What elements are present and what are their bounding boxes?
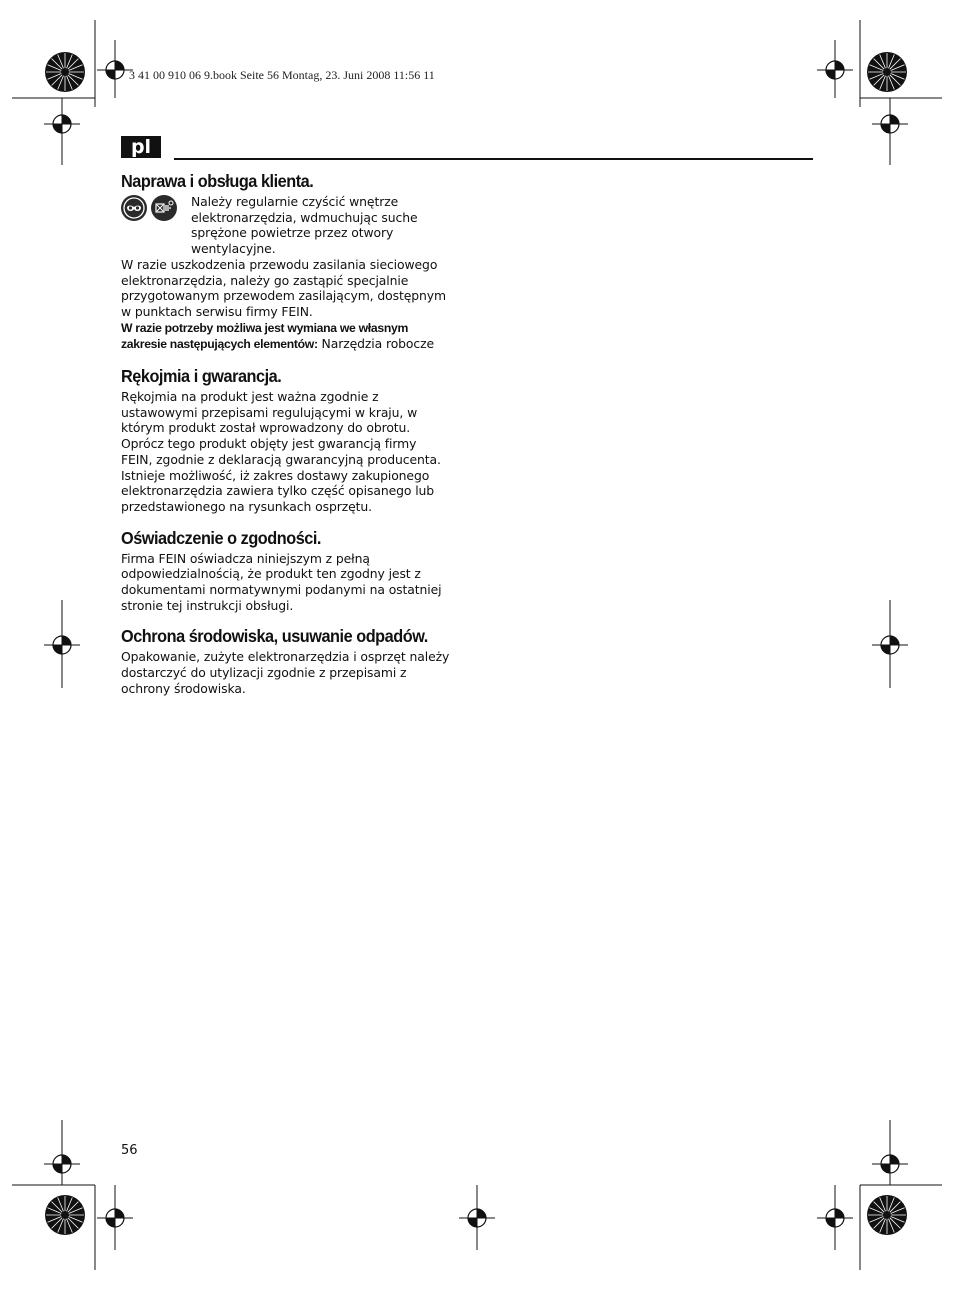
user-replaceable-parts — [121, 320, 451, 353]
safety-goggles-icon — [121, 195, 147, 221]
icon-instruction — [121, 194, 451, 257]
print-header: 3 41 00 910 06 9.book Seite 56 Montag, 23. Juni 2008 11:56 11 — [129, 68, 435, 82]
conformity-text: Firma FEIN oświadcza niniejszym z pełną odpowiedzialnością, że produkt ten zgodny jest z dokumentami normatywnymi podanymi na ostatniej stronie tej instrukcji obsługi. — [121, 550, 442, 613]
section-title: Ochrona środowiska, usuwanie odpadów. — [121, 626, 428, 647]
section-title: Naprawa i obsługa klienta. — [121, 171, 314, 191]
delivery-scope-text: Istnieje możliwość, iż zakres dostawy zakupionego elektronarzędzia zawiera tylko część opisanego lub przedstawionego na rysunkach osprzętu. — [121, 467, 435, 514]
section-environment — [121, 625, 451, 696]
cleaning-text: Należy regularnie czyścić wnętrze elektronarzędzia, wdmuchując suche sprężone powietrze przez otwory wentylacyjne. — [191, 194, 418, 257]
cable-replacement-text: W razie uszkodzenia przewodu zasilania sieciowego elektronarzędzia, należy go zastąpić specjalnie przygotowanym przewodem zasilającym, dostępnym w punktach serwisu firmy FEIN. — [121, 256, 446, 319]
disposal-text: Opakowanie, zużyte elektronarzędzia i osprzęt należy dostarczyć do utylizacji zgodnie z przepisami z ochrony środowiska. — [121, 649, 450, 696]
section-title: Rękojmia i gwarancja. — [121, 366, 282, 387]
section-warranty — [121, 365, 451, 515]
replaceable-parts-value: Narzędzia robocze — [317, 336, 435, 352]
replaceable-parts-lead: W razie potrzeby możliwa jest wymiana we własnym zakresie następujących elementów: — [121, 320, 408, 352]
main-content — [121, 170, 451, 697]
warranty-text: Rękojmia na produkt jest ważna zgodnie z ustawowymi przepisami regulującymi w kraju, w którym produkt został wprowadzony do obrotu. Oprócz tego produkt objęty jest gwarancją firmy FEIN, zgodnie z deklaracją gwarancyjną producenta. — [121, 389, 441, 467]
language-tab: pl — [121, 136, 161, 158]
section-conformity — [121, 527, 451, 614]
page-number: 56 — [121, 1143, 138, 1158]
section-repair — [121, 170, 451, 353]
section-title: Oświadczenie o zgodności. — [121, 527, 321, 548]
air-blow-icon — [151, 195, 177, 221]
instruction-icons — [121, 195, 191, 221]
